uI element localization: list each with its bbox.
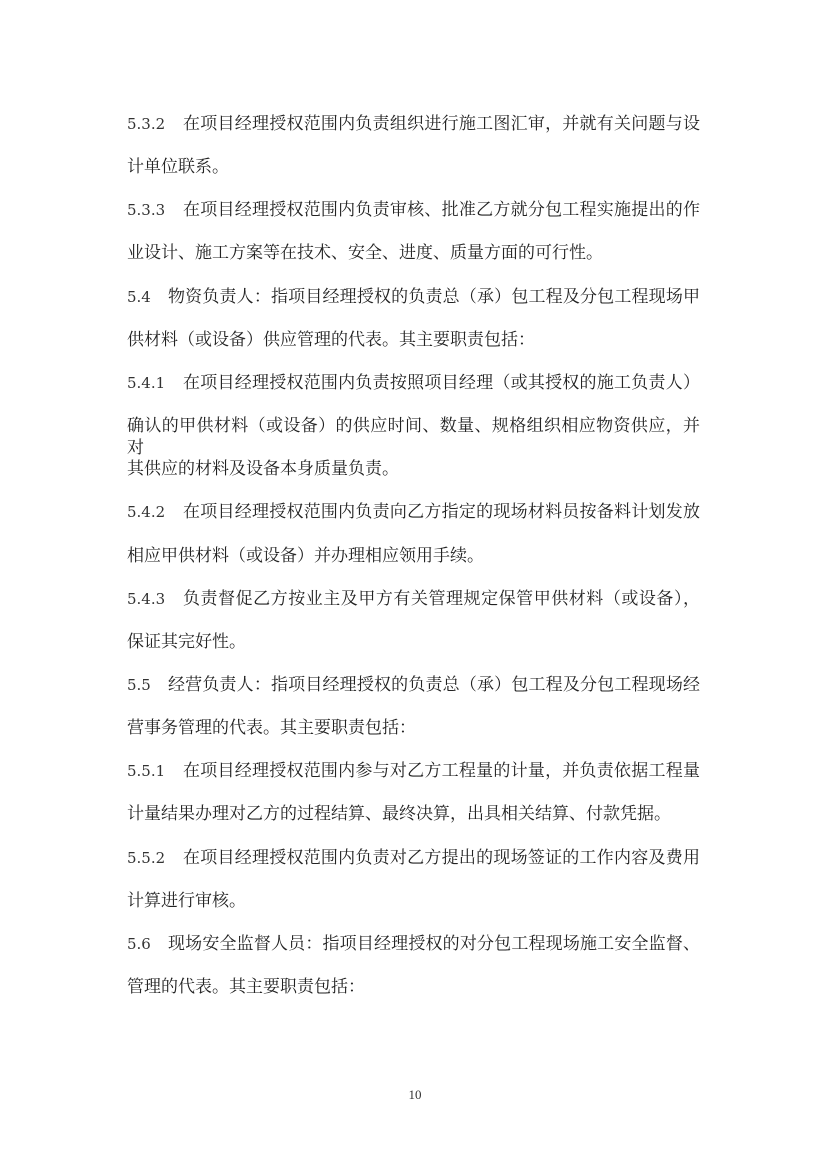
text-line: 经营负责人：指项目经理授权的负责总（承）包工程及分包工程现场经	[168, 674, 700, 695]
text-line: 管理的代表。其主要职责包括：	[127, 977, 365, 997]
clause-number: 5.4.3	[127, 589, 166, 608]
text-line: 在项目经理授权范围内负责向乙方指定的现场材料员按备料计划发放	[183, 502, 700, 523]
text-line: 保证其完好性。	[127, 631, 246, 652]
page-number: 10	[408, 1087, 422, 1102]
text-line: 计算进行审核。	[127, 890, 246, 911]
text-line: 相应甲供材料（或设备）并办理相应领用手续。	[127, 545, 484, 566]
clause-number: 5.5	[127, 675, 151, 694]
text-line: 在项目经理授权范围内负责按照项目经理（或其授权的施工负责人）	[183, 372, 700, 393]
text-line: 现场安全监督人员：指项目经理授权的对分包工程现场施工安全监督、	[168, 933, 700, 954]
clause-number: 5.5.1	[127, 762, 166, 781]
text-line: 其供应的材料及设备本身质量负责。	[127, 459, 399, 480]
text-line: 业设计、施工方案等在技术、安全、进度、质量方面的可行性。	[127, 243, 603, 264]
text-line: 营事务管理的代表。其主要职责包括：	[127, 718, 416, 739]
clause-number: 5.4	[127, 287, 151, 306]
clause-number: 5.6	[127, 934, 151, 953]
clause-number: 5.4.1	[127, 373, 166, 392]
text-line: 在项目经理授权范围内参与对乙方工程量的计量，并负责依据工程量	[183, 761, 700, 782]
text-line: 供材料（或设备）供应管理的代表。其主要职责包括：	[127, 329, 535, 350]
text-line: 计单位联系。	[127, 157, 229, 178]
text-line: 负责督促乙方按业主及甲方有关管理规定保管甲供材料（或设备），	[183, 588, 700, 609]
clause-number: 5.4.2	[127, 503, 166, 522]
watermark	[292, 890, 568, 1149]
text-line: 计量结果办理对乙方的过程结算、最终决算，出具相关结算、付款凭据。	[127, 804, 671, 825]
clause-number: 5.3.3	[127, 201, 166, 220]
text-line: 确认的甲供材料（或设备）的供应时间、数量、规格组织相应物资供应，并对	[127, 416, 700, 459]
text-line: 在项目经理授权范围内负责组织进行施工图汇审，并就有关问题与设	[183, 114, 700, 134]
text-line: 在项目经理授权范围内负责审核、批准乙方就分包工程实施提出的作	[183, 200, 700, 221]
clause-number: 5.3.2	[127, 115, 166, 133]
text-line: 物资负责人：指项目经理授权的负责总（承）包工程及分包工程现场甲	[168, 286, 700, 307]
text-line: 在项目经理授权范围内负责对乙方提出的现场签证的工作内容及费用	[183, 847, 700, 868]
clause-number: 5.5.2	[127, 848, 166, 867]
